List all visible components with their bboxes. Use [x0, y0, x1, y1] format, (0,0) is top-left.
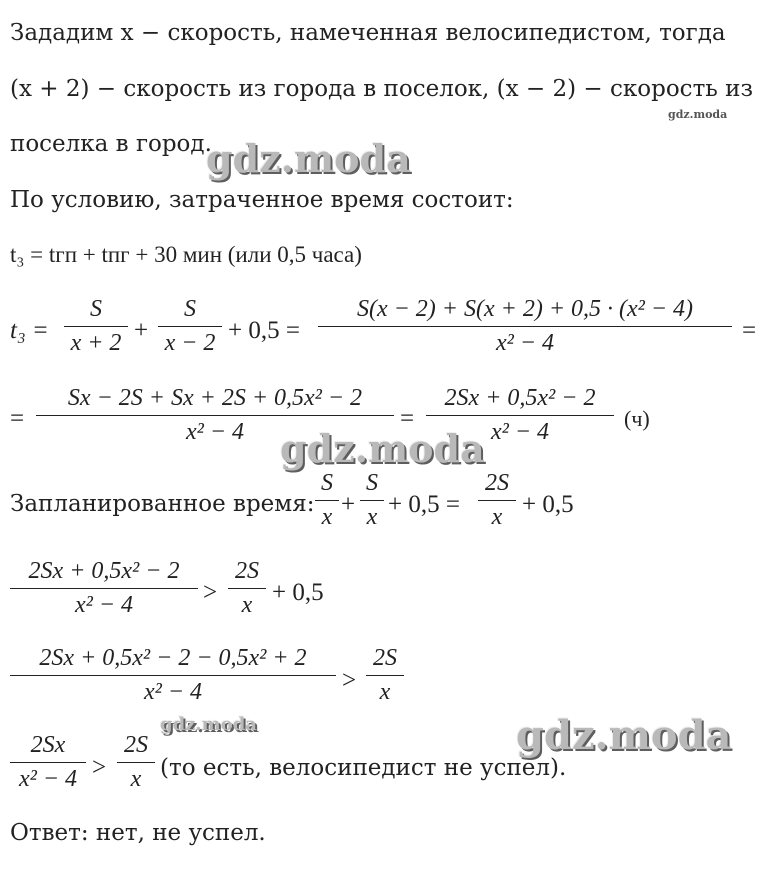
ineq3-fraction-2 [117, 732, 155, 793]
eq1-lhs: t₃ = [10, 317, 49, 344]
eq1-f1-bar [64, 326, 128, 327]
ineq1-tail: + 0,5 [272, 579, 324, 606]
eq2-mid: = [400, 405, 415, 432]
eq2-f1-bar [36, 415, 394, 416]
ineq3-gt: > [92, 754, 107, 781]
eq2-f1-denominator: x² − 4 [185, 419, 245, 445]
eq3-plus: + [341, 491, 356, 518]
ineq3-f2-bar [117, 762, 155, 763]
eq1-f2-numerator: S [184, 296, 196, 322]
eq1-f3-bar [318, 326, 732, 327]
eq3-mid: + 0,5 = [388, 491, 460, 518]
watermark-small-top: gdz.moda [668, 108, 728, 121]
ineq3-f1-numerator: 2Sx [30, 732, 66, 758]
ineq2-fraction-2 [366, 645, 404, 706]
watermark-top: gdz.moda [206, 136, 411, 181]
eq2-f1-numerator: Sx − 2S + Sx + 2S + 0,5x² − 2 [67, 385, 363, 411]
eq3-fraction-2 [360, 470, 384, 531]
watermark-bottom: gdz.moda [516, 712, 732, 759]
eq3-fraction-3 [478, 470, 516, 531]
eq1-fraction-2 [158, 296, 222, 357]
eq3-f1-numerator: S [321, 470, 333, 496]
eq1-tail: + 0,5 = [228, 317, 300, 344]
eq1-f1-numerator: S [90, 296, 102, 322]
watermark-small-bottom: gdz.moda [160, 714, 257, 735]
ineq3-f2-numerator: 2S [124, 732, 148, 758]
eq1-f3-denominator: x² − 4 [495, 330, 555, 356]
eq2-f2-bar [426, 415, 614, 416]
eq3-f1-bar [315, 500, 339, 501]
eq3-f1-denominator: x [321, 504, 333, 530]
ineq2-gt: > [342, 667, 357, 694]
eq3-f3-denominator: x [491, 504, 503, 530]
ineq3-f1-denominator: x² − 4 [18, 766, 78, 792]
text-line-1: Зададим x − скорость, намеченная велосипедистом, тогда [10, 20, 726, 46]
ineq1-f1-numerator: 2Sx + 0,5x² − 2 [28, 558, 180, 584]
eq1-f1-denominator: x + 2 [70, 330, 122, 356]
ineq1-fraction-2 [228, 558, 266, 619]
conclusion-note: (то есть, велосипедист не успел). [160, 755, 567, 781]
eq2-f2-denominator: x² − 4 [490, 419, 550, 445]
eq1-end: = [742, 317, 757, 344]
ineq2-f1-bar [10, 675, 336, 676]
ineq1-fraction-1 [10, 558, 198, 619]
watermark-middle: gdz.moda [280, 426, 485, 471]
eq2-unit: (ч) [624, 406, 650, 431]
eq1-f3-numerator: S(x − 2) + S(x + 2) + 0,5 · (x² − 4) [356, 296, 694, 322]
eq2-lead: = [10, 405, 25, 432]
eq1-f2-denominator: x − 2 [164, 330, 216, 356]
eq3-fraction-1 [315, 470, 339, 531]
ineq1-f2-numerator: 2S [235, 558, 259, 584]
ineq3-fraction-1 [10, 732, 86, 793]
eq3-f3-numerator: 2S [485, 470, 509, 496]
ineq1-f2-denominator: x [241, 592, 253, 618]
eq3-f3-bar [478, 500, 516, 501]
ineq2-f2-bar [366, 675, 404, 676]
ineq2-f2-denominator: x [379, 679, 391, 705]
ineq2-f1-denominator: x² − 4 [143, 679, 203, 705]
ineq2-fraction-1 [10, 645, 336, 706]
eq1-plus: + [134, 317, 149, 344]
eq1-f2-bar [158, 326, 222, 327]
eq3-f2-numerator: S [366, 470, 378, 496]
ineq3-f1-bar [10, 762, 86, 763]
ineq3-f2-denominator: x [130, 766, 142, 792]
eq1-fraction-1 [64, 296, 128, 357]
ineq1-f2-bar [228, 588, 266, 589]
planned-time-label: Запланированное время: [10, 491, 315, 517]
text-line-2: (x + 2) − скорость из города в поселок, (x − 2) − скорость из [10, 76, 753, 102]
eq3-tail: + 0,5 [522, 491, 574, 518]
eq3-f2-bar [360, 500, 384, 501]
eq1-fraction-3 [318, 296, 732, 357]
ineq1-gt: > [203, 579, 218, 606]
ineq1-f1-bar [10, 588, 198, 589]
answer-line: Ответ: нет, не успел. [10, 820, 266, 846]
ineq2-f2-numerator: 2S [373, 645, 397, 671]
ineq2-f1-numerator: 2Sx + 0,5x² − 2 − 0,5x² + 2 [39, 645, 307, 671]
ineq1-f1-denominator: x² − 4 [74, 592, 134, 618]
text-line-4: По условию, затраченное время состоит: [10, 187, 514, 213]
text-line-3: поселка в город. [10, 131, 212, 157]
eq2-f2-numerator: 2Sx + 0,5x² − 2 [444, 385, 596, 411]
eq3-f2-denominator: x [366, 504, 378, 530]
time-definition: t₃ = tгп + tпг + 30 мин (или 0,5 часа) [10, 242, 362, 267]
